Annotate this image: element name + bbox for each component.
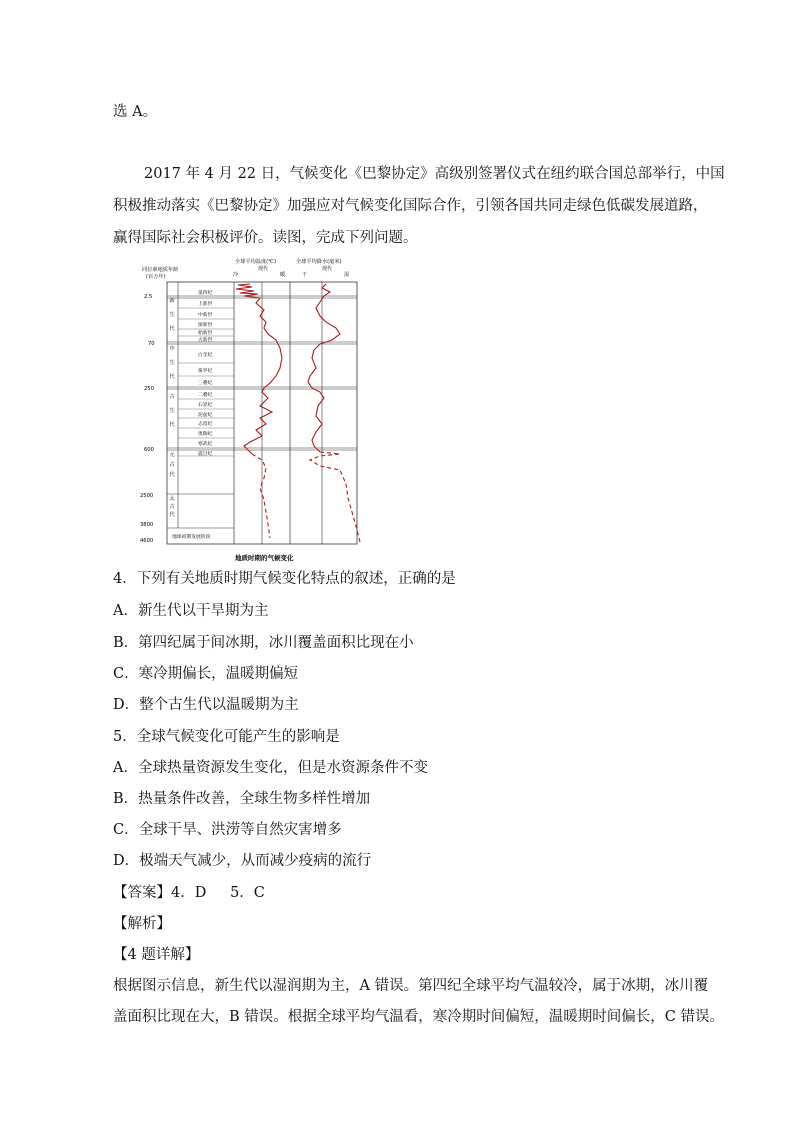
age-label: 250 — [144, 386, 154, 392]
age-axis-title: 同位素地质年龄 — [142, 267, 179, 273]
era-label: 古生代 — [169, 394, 175, 428]
age-label: 3800 — [140, 522, 154, 528]
period-label: 奥陶纪 — [198, 432, 213, 437]
q4-option-b: B．第四纪属于间冰期，冰川覆盖面积比现在小 — [113, 635, 414, 651]
intro-line-2: 积极推动落实《巴黎协定》加强应对气候变化国际合作，引领各国共同走绿色低碳发展道路， — [113, 198, 708, 214]
period-label: 上新世 — [198, 302, 213, 307]
era-label: 中生代 — [169, 346, 175, 380]
precip-title: 全球平均降水(毫米) — [296, 259, 342, 265]
temp-now-label: 现代 — [258, 266, 269, 272]
period-label: 古新世 — [198, 338, 213, 343]
temp-warm-label: 暖 — [280, 272, 286, 278]
age-label: 4600 — [140, 538, 154, 544]
q5-stem: 5．全球气候变化可能产生的影响是 — [113, 729, 340, 745]
period-label: 石炭纪 — [198, 403, 213, 408]
q4-detail-label: 【4 题详解】 — [113, 947, 200, 963]
q4-stem: 4．下列有关地质时期气候变化特点的叙述，正确的是 — [113, 571, 456, 587]
precip-wet-label: 湿 — [344, 272, 350, 278]
lead-answer: 选 A。 — [113, 104, 158, 120]
era-label: 元古代 — [169, 452, 175, 478]
period-label: 渐新世 — [198, 323, 213, 328]
age-label: 600 — [144, 447, 154, 453]
period-label: 三叠纪 — [198, 381, 213, 386]
precip-dry-label: 干 — [302, 272, 308, 278]
period-label: 志留纪 — [198, 422, 213, 427]
era-label: 新生代 — [169, 298, 175, 332]
age-label: 2500 — [140, 493, 154, 499]
precip-now-label: 现代 — [322, 266, 333, 272]
q4-option-c: C．寒冷期偏长，温暖期偏短 — [113, 666, 299, 682]
age-label: 2.5 — [144, 294, 153, 300]
precipitation-curve — [308, 284, 360, 542]
period-label: 白垩纪 — [198, 353, 213, 358]
period-label: 始新世 — [198, 331, 213, 336]
intro-line-3: 赢得国际社会积极评价。读图，完成下列问题。 — [113, 230, 418, 246]
period-label: 第四纪 — [198, 291, 213, 296]
intro-line-1: 2017 年 4 月 22 日，气候变化《巴黎协定》高级别签署仪式在纽约联合国总部举行，中国 — [144, 166, 725, 182]
q5-option-d: D．极端天气减少，从而减少疫病的流行 — [113, 853, 372, 869]
analysis-label: 【解析】 — [113, 916, 171, 932]
q5-option-a: A．全球热量资源发生变化，但是水资源条件不变 — [113, 760, 428, 776]
explanation-line-2: 盖面积比现在大，B 错误。根据全球平均气温看，寒冷期时间偏短，温暖期时间偏长，C 错误。 — [113, 1009, 724, 1025]
q5-option-b: B．热量条件改善，全球生物多样性增加 — [113, 791, 371, 807]
temp-cold-label: 冷 — [233, 272, 239, 278]
period-label: 寒武纪 — [198, 442, 213, 447]
explanation-line-1: 根据图示信息，新生代以湿润期为主，A 错误。第四纪全球平均气温较冷，属于冰期，冰川覆 — [113, 978, 709, 994]
geologic-climate-figure — [140, 258, 370, 568]
period-label: 侏罗纪 — [198, 369, 213, 374]
early-stage-label: 地球初期发展阶段 — [172, 535, 211, 540]
period-label: 中新世 — [198, 313, 213, 318]
temp-title: 全球平均温度(℃) — [235, 259, 276, 265]
age-axis-unit: (百万年) — [146, 274, 166, 280]
period-label: 泥盆纪 — [198, 413, 213, 418]
era-label: 太古代 — [169, 496, 175, 518]
q4-option-a: A．新生代以干旱期为主 — [113, 603, 269, 619]
figure-caption: 地质时期的气候变化 — [235, 554, 294, 562]
temperature-curve — [236, 284, 282, 538]
period-label: 二叠纪 — [198, 393, 213, 398]
q4-option-d: D．整个古生代以温暖期为主 — [113, 697, 299, 713]
answer-line: 【答案】4．D 5．C — [113, 885, 265, 901]
age-label: 70 — [148, 341, 155, 347]
period-label: 震旦纪 — [198, 452, 213, 457]
q5-option-c: C．全球干旱、洪涝等自然灾害增多 — [113, 822, 342, 838]
